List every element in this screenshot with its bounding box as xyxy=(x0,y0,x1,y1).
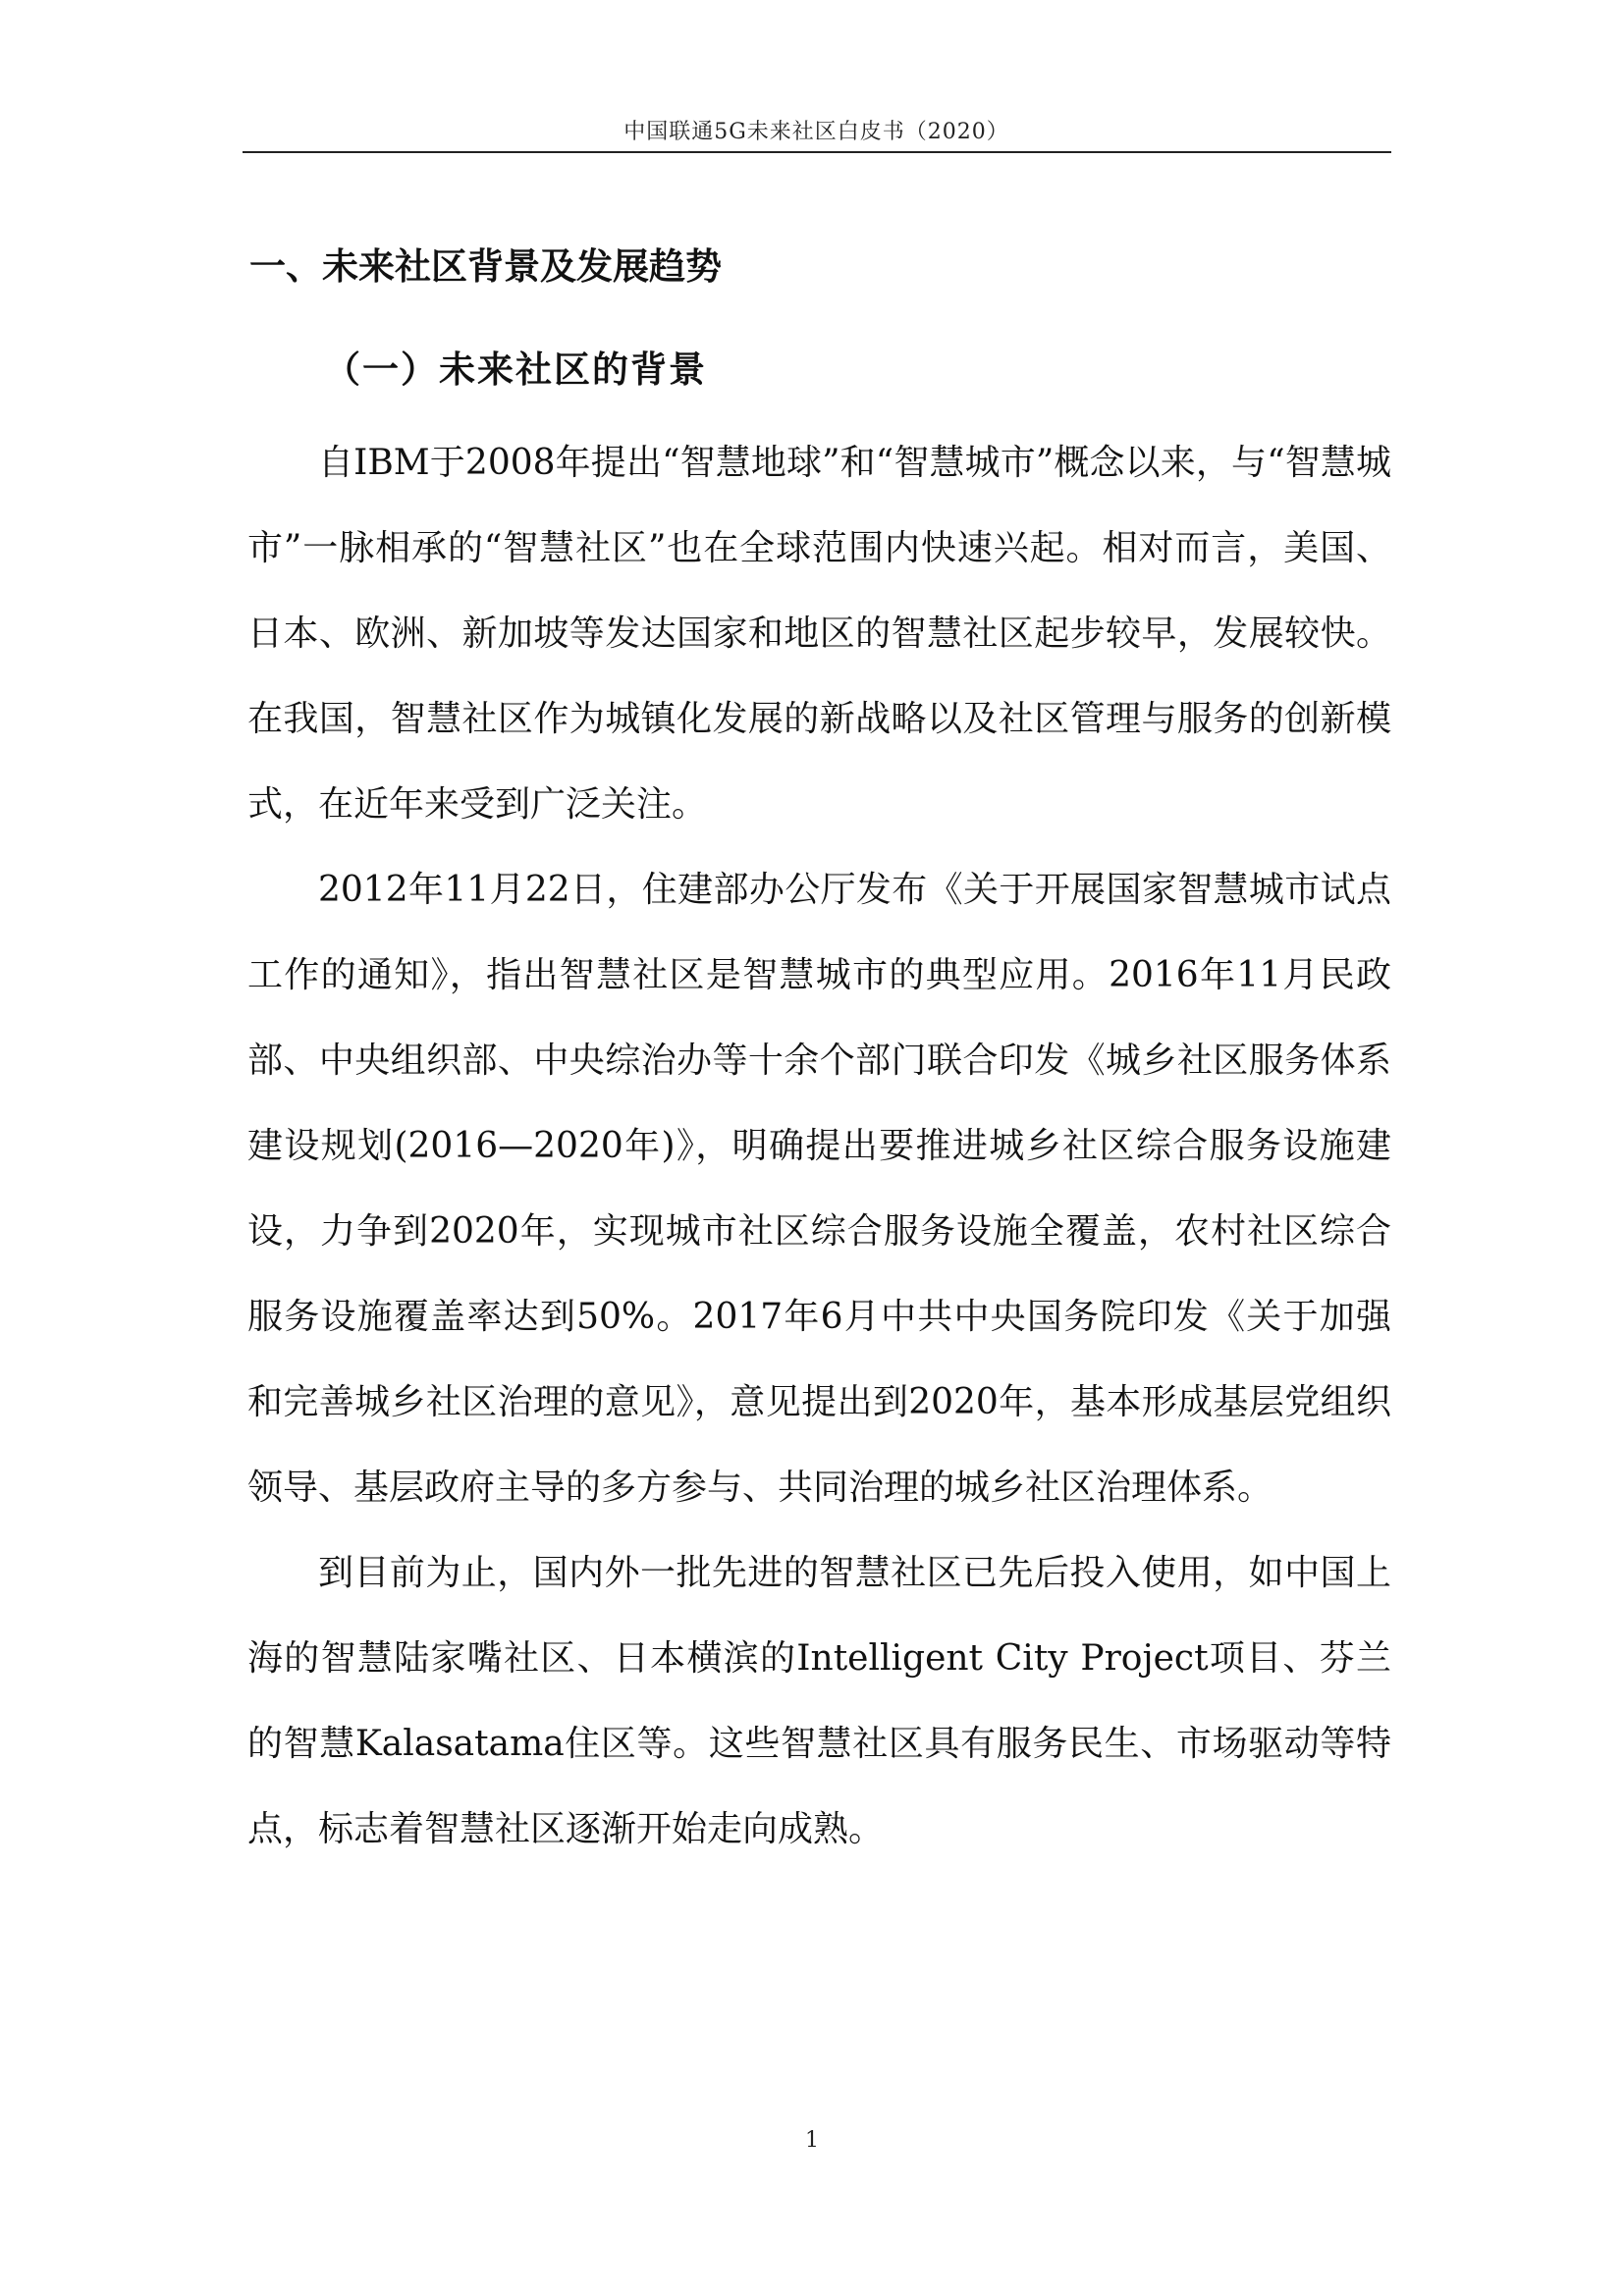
header-divider xyxy=(243,151,1391,153)
subsection-heading: （一）未来社区的背景 xyxy=(324,347,707,391)
paragraph-2: 2012年11月22日，住建部办公厅发布《关于开展国家智慧城市试点工作的通知》，指出智慧社区是智慧城市的典型应用。2016年11月民政部、中央组织部、中央综治办等十余个部门联合印发《城乡社区服务体系建设规划(2016—2020年)》，明确提出要推进城乡社区综合服务设施建设，力争到2020年，实现城市社区综合服务设施全覆盖，农村社区综合服务设施覆盖率达到50%。2017年6月中共中央国务院印发《关于加强和完善城乡社区治理的意见》，意见提出到2020年，基本形成基层党组织领导、基层政府主导的多方参与、共同治理的城乡社区治理体系。 xyxy=(247,870,1391,1508)
section-heading: 一、未来社区背景及发展趋势 xyxy=(249,245,722,288)
body-text xyxy=(247,420,1391,1872)
page-number: 1 xyxy=(805,2128,819,2153)
paragraph-1: 自IBM于2008年提出“智慧地球”和“智慧城市”概念以来，与“智慧城市”一脉相承的“智慧社区”也在全球范围内快速兴起。相对而言，美国、日本、欧洲、新加坡等发达国家和地区的智慧社区起步较早，发展较快。在我国，智慧社区作为城镇化发展的新战略以及社区管理与服务的创新模式，在近年来受到广泛关注。 xyxy=(247,443,1391,825)
running-header: 中国联通5G未来社区白皮书（2020） xyxy=(623,120,1009,144)
paragraph-3: 到目前为止，国内外一批先进的智慧社区已先后投入使用，如中国上海的智慧陆家嘴社区、日本横滨的Intelligent City Project项目、芬兰的智慧Kalasatama住区等。这些智慧社区具有服务民生、市场驱动等特点，标志着智慧社区逐渐开始走向成熟。 xyxy=(247,1553,1391,1849)
